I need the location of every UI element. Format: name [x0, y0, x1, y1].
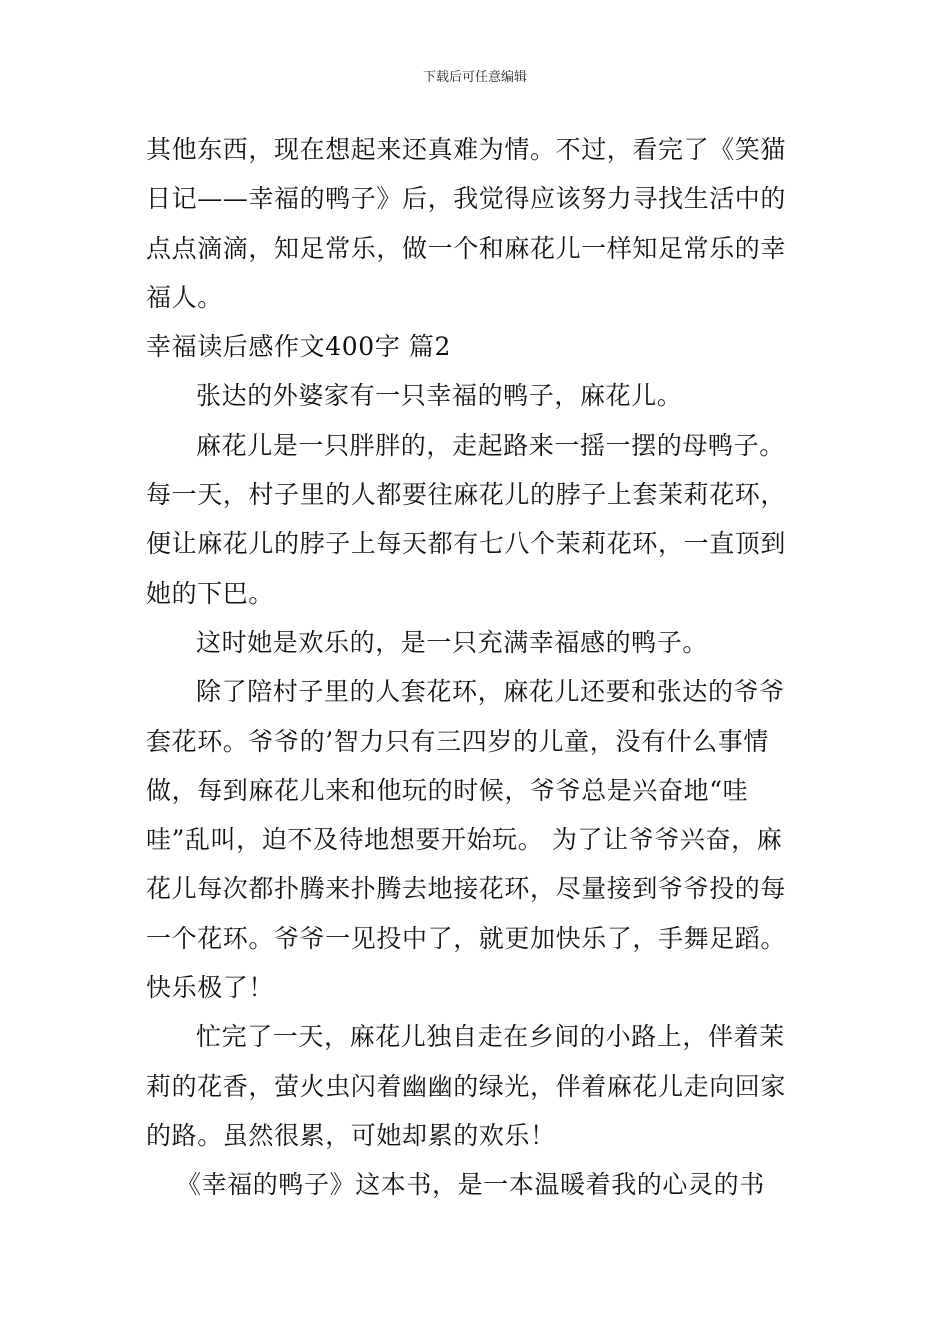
- text-line: 快乐极了！: [146, 973, 275, 1003]
- page-header-note: 下载后可任意编辑: [422, 70, 527, 85]
- text-line: 哇”乱叫，迫不及待地想要开始玩。 为了让爷爷兴奋，麻: [146, 825, 783, 855]
- text-line: 花儿每次都扑腾来扑腾去地接花环，尽量接到爷爷投的每: [146, 874, 787, 904]
- text-line: 便让麻花儿的脖子上每天都有七八个茉莉花环，一直顶到: [146, 529, 787, 559]
- text-line: 忙完了一天，麻花儿独自走在乡间的小路上，伴着茉: [196, 1022, 785, 1052]
- text-line: 每一天，村子里的人都要往麻花儿的脖子上套茉莉花环，: [146, 480, 787, 510]
- text-line: 日记——幸福的鸭子》后，我觉得应该努力寻找生活中的: [146, 184, 787, 214]
- text-line: 她的下巴。: [146, 578, 275, 608]
- text-line: 除了陪村子里的人套花环，麻花儿还要和张达的爷爷: [196, 677, 785, 707]
- text-line: 套花环。爷爷的’智力只有三四岁的儿童，没有什么事情: [146, 726, 769, 756]
- text-line: 点点滴滴，知足常乐，做一个和麻花儿一样知足常乐的幸: [146, 233, 787, 263]
- text-line: 做，每到麻花儿来和他玩的时候，爷爷总是兴奋地“哇: [146, 775, 749, 805]
- text-line: 莉的花香，萤火虫闪着幽幽的绿光，伴着麻花儿走向回家: [146, 1071, 787, 1101]
- text-line: 张达的外婆家有一只幸福的鸭子，麻花儿。: [196, 381, 683, 411]
- text-line: 的路。虽然很累，可她却累的欢乐！: [146, 1120, 556, 1150]
- document-body: [146, 125, 808, 1210]
- text-line: 福人。: [146, 282, 223, 312]
- text-line: 《幸福的鸭子》这本书，是一本温暖着我的心灵的书: [176, 1170, 765, 1200]
- text-line: 这时她是欢乐的，是一只充满幸福感的鸭子。: [196, 627, 709, 657]
- text-line: 其他东西，现在想起来还真难为情。不过，看完了《笑猫: [146, 135, 787, 164]
- section-heading: 幸福读后感作文400字 篇2: [146, 332, 451, 362]
- text-line: 一个花环。爷爷一见投中了，就更加快乐了，手舞足蹈。: [146, 923, 787, 953]
- text-line: 麻花儿是一只胖胖的，走起路来一摇一摆的母鸭子。: [196, 430, 785, 460]
